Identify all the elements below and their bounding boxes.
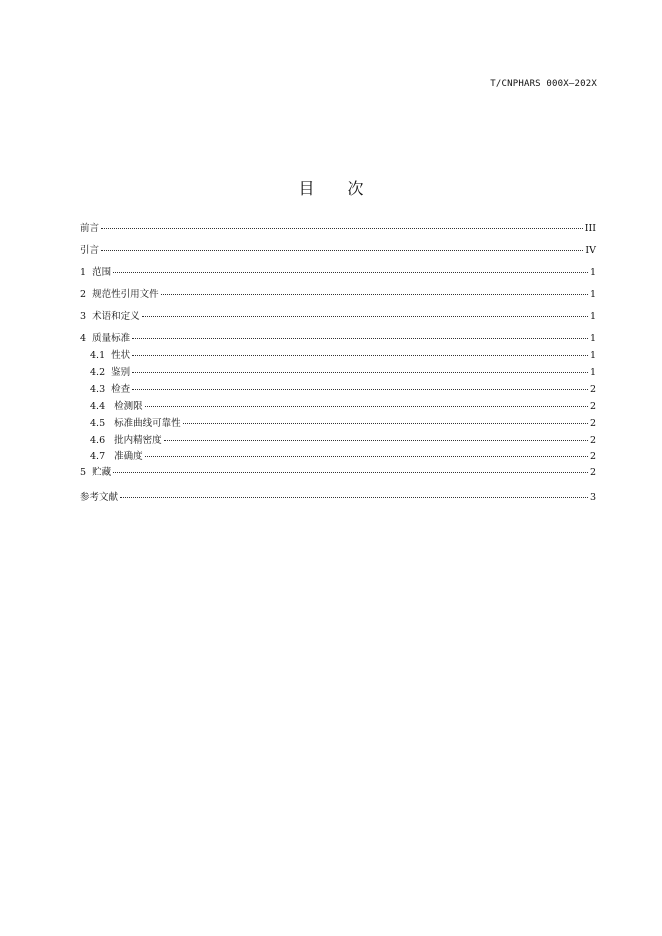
toc-page-number: 2: [589, 435, 596, 446]
toc-entry-foreword[interactable]: [80, 223, 596, 235]
document-code: T/CNPHARS 000X—202X: [490, 79, 597, 89]
toc-entry-storage[interactable]: [80, 467, 596, 479]
toc-page-number: 1: [589, 311, 596, 322]
toc-label: 4.1 性状: [90, 350, 131, 361]
toc-page-number: 2: [589, 451, 596, 462]
toc-page-number: IV: [585, 245, 596, 256]
toc-leader: [132, 338, 588, 339]
toc-page-number: 3: [589, 492, 596, 503]
toc-entry-4-4[interactable]: [90, 401, 596, 413]
toc-leader: [120, 497, 588, 498]
toc-entry-4-6[interactable]: [90, 435, 596, 447]
toc-page-number: 2: [589, 467, 596, 478]
toc-entry-4-3[interactable]: [90, 384, 596, 396]
toc-label: 3 术语和定义: [80, 311, 140, 322]
toc-leader: [132, 389, 588, 390]
toc-page-number: 1: [589, 289, 596, 300]
toc-page-number: 2: [589, 418, 596, 429]
toc-label: 4.6 批内精密度: [90, 435, 162, 446]
toc-label: 前言: [80, 223, 100, 234]
toc-entry-introduction[interactable]: [80, 245, 596, 257]
toc-entry-bibliography[interactable]: [80, 492, 596, 504]
toc-leader: [183, 423, 588, 424]
toc-label: 参考文献: [80, 492, 119, 503]
toc-label: 4.3 检查: [90, 384, 131, 395]
toc-leader: [132, 355, 588, 356]
toc-entry-normative-references[interactable]: [80, 289, 596, 301]
toc-leader: [161, 294, 588, 295]
toc-entry-4-5[interactable]: [90, 418, 596, 430]
toc-entry-4-2[interactable]: [90, 367, 596, 379]
toc-leader: [145, 406, 588, 407]
toc-entry-4-1[interactable]: [90, 350, 596, 362]
toc-leader: [132, 372, 588, 373]
toc-entry-scope[interactable]: [80, 267, 596, 279]
toc-page-number: 2: [589, 401, 596, 412]
toc-leader: [113, 472, 588, 473]
toc-page-number: 2: [589, 384, 596, 395]
toc-label: 5 贮藏: [80, 467, 112, 478]
toc-leader: [145, 456, 588, 457]
toc-leader: [164, 440, 588, 441]
toc-entry-quality-standard[interactable]: [80, 333, 596, 345]
toc-leader: [101, 250, 583, 251]
toc-title: 目 次: [298, 179, 378, 198]
toc-label: 4.2 鉴别: [90, 367, 131, 378]
toc-label: 4.5 标准曲线可靠性: [90, 418, 181, 429]
toc-page-number: 1: [589, 350, 596, 361]
toc-page-number: III: [584, 223, 596, 234]
toc-label: 2 规范性引用文件: [80, 289, 159, 300]
toc-page-number: 1: [589, 267, 596, 278]
toc-label: 4 质量标准: [80, 333, 131, 344]
toc-label: 1 范围: [80, 267, 112, 278]
toc-label: 引言: [80, 245, 100, 256]
toc-entry-4-7[interactable]: [90, 451, 596, 463]
toc-label: 4.7 准确度: [90, 451, 143, 462]
toc-leader: [142, 316, 588, 317]
toc-leader: [101, 228, 583, 229]
toc-label: 4.4 检测限: [90, 401, 143, 412]
toc-page-number: 1: [589, 367, 596, 378]
toc-entry-terms[interactable]: [80, 311, 596, 323]
toc-page-number: 1: [589, 333, 596, 344]
toc-leader: [113, 272, 588, 273]
